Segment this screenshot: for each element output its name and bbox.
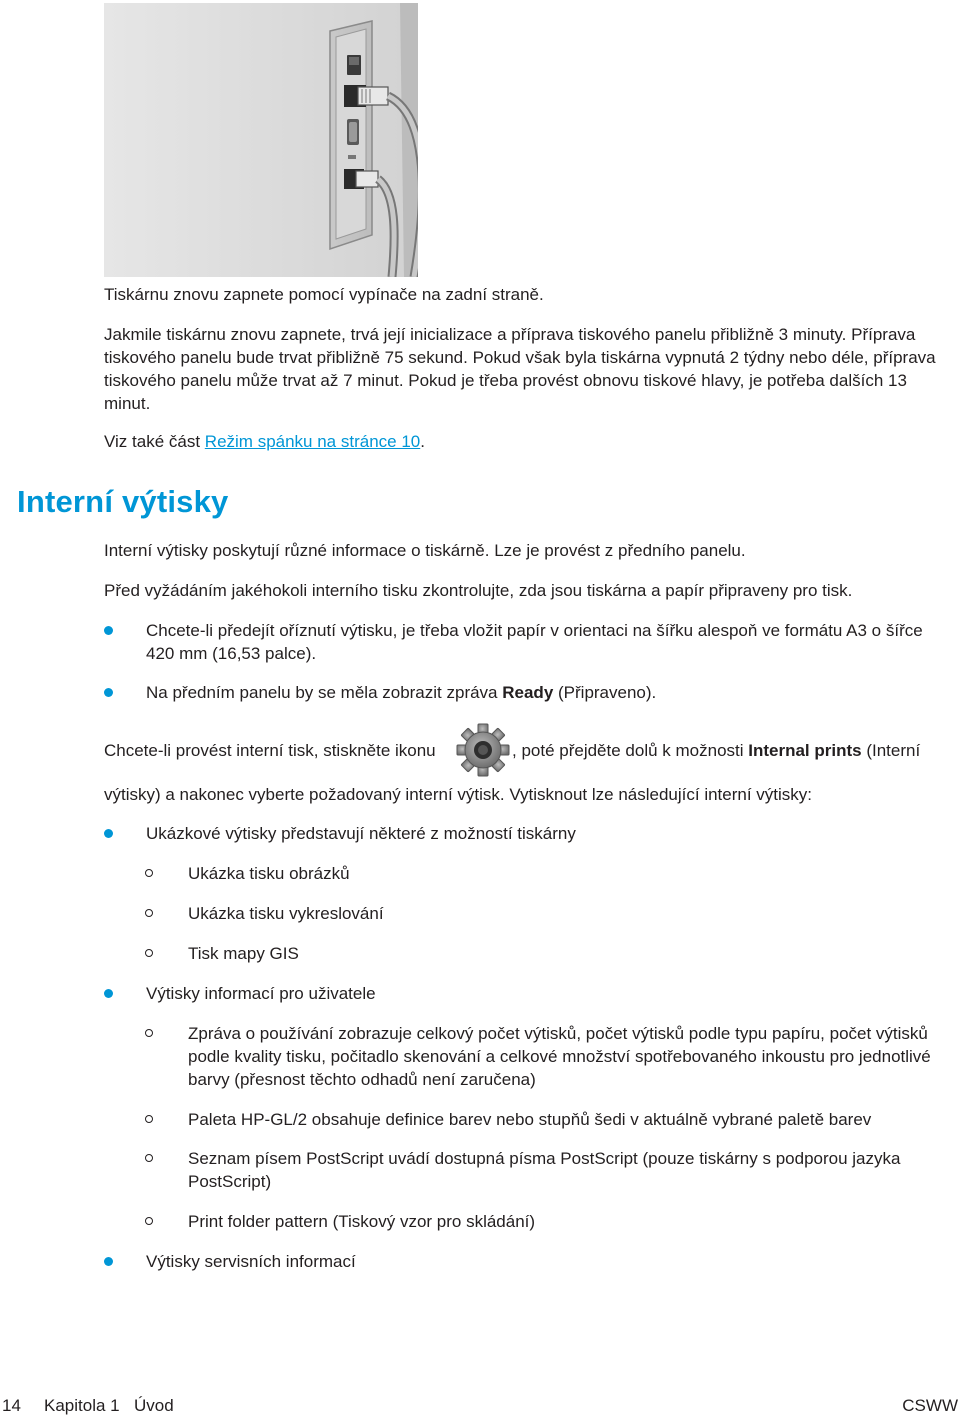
sub-bullet-circle bbox=[145, 949, 153, 957]
section-heading: Interní výtisky bbox=[17, 484, 229, 519]
footer-page-number: 14 bbox=[2, 1396, 21, 1415]
see-also-suffix: . bbox=[420, 432, 425, 451]
internal-prints-keyword: Internal prints bbox=[748, 741, 862, 760]
ready-prefix: Na předním panelu by se měla zobrazit zpráva bbox=[146, 683, 503, 702]
footer-brand: CSWW bbox=[902, 1396, 958, 1415]
sub-bullet-circle bbox=[145, 1154, 153, 1162]
gear-icon[interactable] bbox=[455, 722, 511, 778]
paragraph-see-also bbox=[104, 430, 954, 453]
sub-item-postscript-fonts: Seznam písem PostScript uvádí dostupná písma PostScript (pouze tiskárny s podporou jazyka PostScript) bbox=[188, 1149, 901, 1191]
sub-bullet-circle bbox=[145, 1217, 153, 1225]
paragraph-intro: Interní výtisky poskytují různé informace o tiskárně. Lze je provést z předního panelu. bbox=[104, 541, 746, 560]
bullet-dot bbox=[104, 626, 113, 635]
list-item-user-info: Výtisky informací pro uživatele bbox=[146, 984, 376, 1003]
bullet-dot bbox=[104, 688, 113, 697]
instruction-middle: , poté přejděte dolů k možnosti bbox=[512, 741, 749, 760]
ready-suffix: (Připraveno). bbox=[553, 683, 657, 702]
sub-item-rendering-demo: Ukázka tisku vykreslování bbox=[188, 904, 384, 923]
printer-rear-panel-illustration bbox=[104, 3, 418, 277]
sub-item-print-folder-pattern: Print folder pattern (Tiskový vzor pro skládání) bbox=[188, 1212, 536, 1231]
instruction-continued bbox=[512, 739, 954, 762]
sub-item-usage-report: Zpráva o používání zobrazuje celkový počet výtisků, počet výtisků podle typu papíru, počet výtisků podle kvality tisku, počitadlo skenování a celkové množství spotřebovaného inkoustu pro jednotlivé barvy (přesnost těchto odhadů není zaručena) bbox=[188, 1024, 931, 1089]
paragraph-initialization: Jakmile tiskárnu znovu zapnete, trvá její inicializace a příprava tiskového panelu přibližně 3 minuty. Příprava tiskového panelu bude trvat přibližně 75 sekund. Pokud však byla tiskárna vypnutá 2 týdny nebo déle, příprava tiskového panelu může trvat až 7 minut. Pokud je třeba provést obnovu tiskové hlavy, je potřeba dalších 13 minut. bbox=[104, 325, 936, 413]
list-item-demo-prints: Ukázkové výtisky představují některé z možností tiskárny bbox=[146, 824, 576, 843]
sub-bullet-circle bbox=[145, 1115, 153, 1123]
bullet-dot bbox=[104, 989, 113, 998]
footer-chapter-title: Úvod bbox=[134, 1396, 174, 1415]
sub-bullet-circle bbox=[145, 909, 153, 917]
ready-keyword: Ready bbox=[502, 683, 554, 702]
instruction-line-2: výtisky) a nakonec vyberte požadovaný interní výtisk. Vytisknout lze následující interní výtisky: bbox=[104, 785, 813, 804]
paragraph-check: Před vyžádáním jakéhokoli interního tisku zkontrolujte, zda jsou tiskárna a papír připraveny pro tisk. bbox=[104, 581, 853, 600]
instruction-prefix: Chcete-li provést interní tisk, stiskněte ikonu bbox=[104, 741, 436, 760]
paragraph-power-on: Tiskárnu znovu zapnete pomocí vypínače na zadní straně. bbox=[104, 285, 544, 304]
footer-chapter: Kapitola 1 bbox=[44, 1396, 120, 1415]
bullet-paper-orientation: Chcete-li předejít oříznutí výtisku, je třeba vložit papír v orientaci na šířku alespoň ve formátu A3 o šířce 420 mm (16,53 palce). bbox=[146, 621, 923, 663]
sub-bullet-circle bbox=[145, 1029, 153, 1037]
bullet-dot bbox=[104, 829, 113, 838]
list-item-service-info: Výtisky servisních informací bbox=[146, 1252, 356, 1271]
see-also-prefix: Viz také část bbox=[104, 432, 205, 451]
sleep-mode-link[interactable]: Režim spánku na stránce 10 bbox=[204, 432, 421, 451]
sub-item-image-demo: Ukázka tisku obrázků bbox=[188, 864, 350, 883]
sub-item-hpgl2-palette: Paleta HP-GL/2 obsahuje definice barev nebo stupňů šedi v aktuálně vybrané paletě barev bbox=[188, 1110, 872, 1129]
bullet-dot bbox=[104, 1257, 113, 1266]
sub-item-gis-map: Tisk mapy GIS bbox=[188, 944, 299, 963]
sub-bullet-circle bbox=[145, 869, 153, 877]
instruction-suffix: (Interní bbox=[861, 741, 921, 760]
bullet-ready-message bbox=[146, 681, 954, 704]
